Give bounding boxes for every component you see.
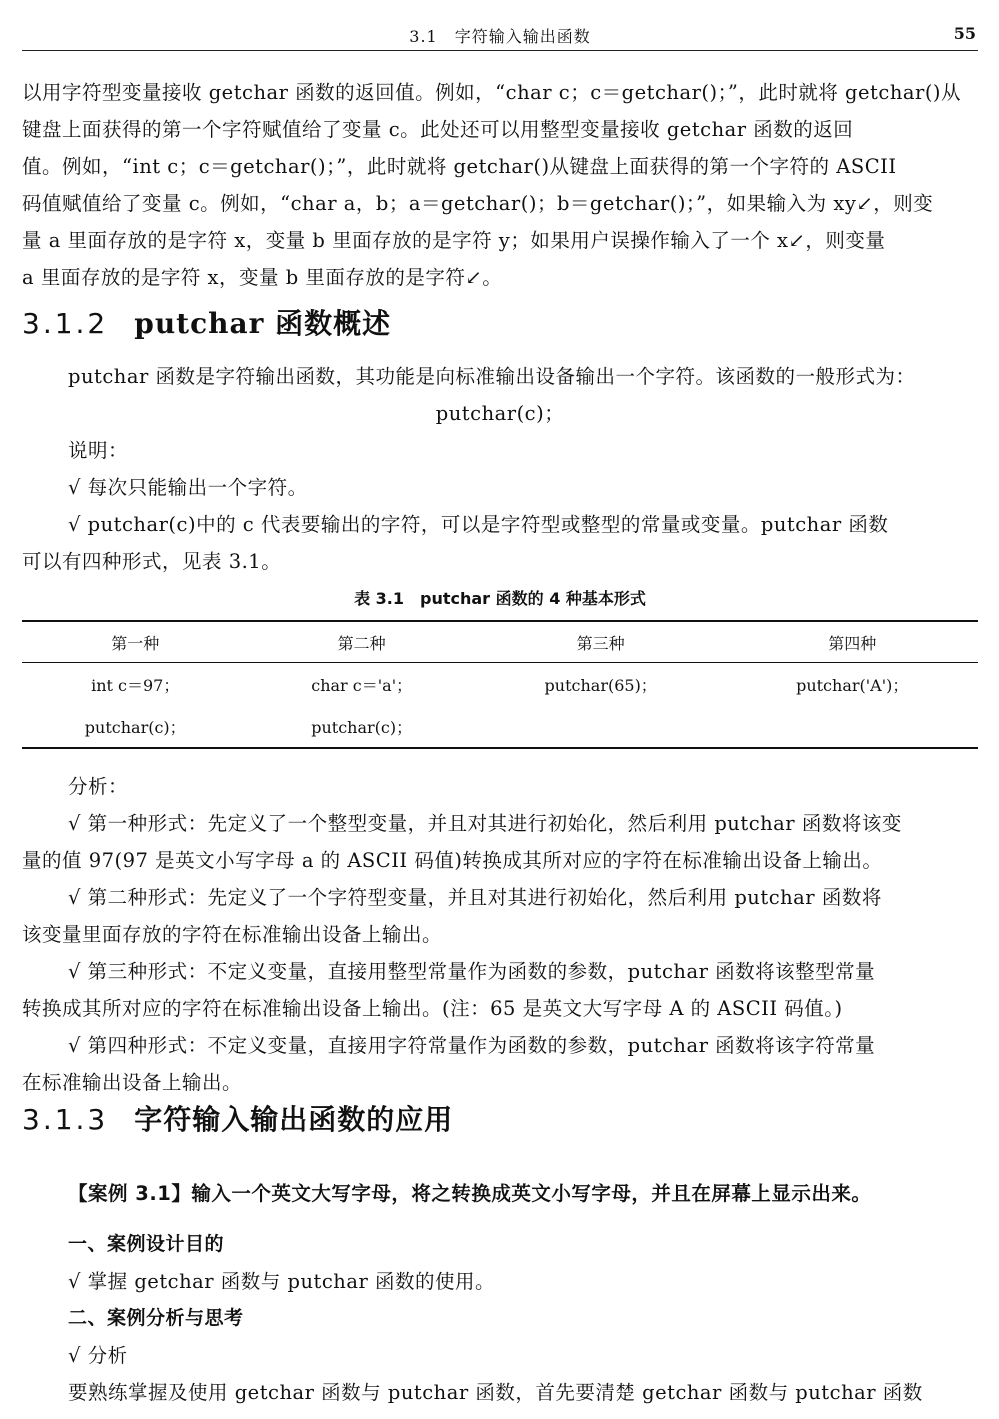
intro-line: 以用字符型变量接收 getchar 函数的返回值。例如，“char c；c＝getchar()；”，此时就将 getchar()从	[22, 81, 962, 104]
intro-line: 量 a 里面存放的是字符 x，变量 b 里面存放的是字符 y；如果用户误操作输入了一个 x↙，则变量	[22, 229, 886, 252]
analysis-item-continuation: 在标准输出设备上输出。	[22, 1071, 243, 1094]
note-bullet: √ putchar(c)中的 c 代表要输出的字符，可以是字符型或整型的常量或变量。putchar 函数	[68, 513, 889, 536]
section-number: 3.1.3	[22, 1103, 109, 1136]
table-cell	[475, 705, 727, 748]
running-header	[22, 22, 978, 51]
case-analysis-heading: 二、案例分析与思考	[68, 1307, 244, 1329]
intro-line: 值。例如，“int c；c＝getchar()；”，此时就将 getchar()从键盘上面获得的第一个字符的 ASCII	[22, 155, 897, 178]
analysis-item-continuation: 该变量里面存放的字符在标准输出设备上输出。	[22, 923, 443, 946]
case-analysis-item: √ 分析	[68, 1344, 128, 1367]
section-title: 字符输入输出函数的应用	[134, 1103, 454, 1136]
table-row	[22, 705, 978, 748]
table-cell: char c＝'a'；	[311, 675, 413, 695]
case-purpose-item: √ 掌握 getchar 函数与 putchar 函数的使用。	[68, 1270, 496, 1293]
section-title: putchar 函数概述	[134, 307, 392, 340]
note-bullet: √ 每次只能输出一个字符。	[68, 476, 308, 499]
analysis-section	[22, 768, 978, 1101]
note-label: 说明：	[68, 439, 129, 462]
analysis-item: √ 第四种形式：不定义变量，直接用字符常量作为函数的参数，putchar 函数将该字符常量	[68, 1034, 876, 1057]
table-cell: int c＝97；	[91, 675, 180, 695]
case-analysis-text: 要熟练掌握及使用 getchar 函数与 putchar 函数，首先要清楚 getchar 函数与 putchar 函数	[68, 1381, 923, 1404]
intro-line: a 里面存放的是字符 x，变量 b 里面存放的是字符↙。	[22, 266, 503, 289]
analysis-item: √ 第三种形式：不定义变量，直接用整型常量作为函数的参数，putchar 函数将该整型常量	[68, 960, 876, 983]
section-heading-3-1-3	[22, 1098, 453, 1138]
table-cell: putchar(c)；	[248, 705, 474, 748]
table-cell: putchar('A')；	[796, 675, 909, 695]
putchar-syntax: putchar(c)；	[435, 402, 565, 425]
analysis-label: 分析：	[68, 775, 129, 798]
putchar-intro: putchar 函数是字符输出函数，其功能是向标准输出设备输出一个字符。该函数的一般形式为：	[68, 365, 916, 388]
analysis-item-continuation: 量的值 97(97 是英文小写字母 a 的 ASCII 码值)转换成其所对应的字符在标准输出设备上输出。	[22, 849, 883, 872]
analysis-item-continuation: 转换成其所对应的字符在标准输出设备上输出。(注：65 是英文大写字母 A 的 ASCII 码值。)	[22, 997, 843, 1020]
note-bullet-continuation: 可以有四种形式，见表 3.1。	[22, 550, 282, 573]
intro-line: 键盘上面获得的第一个字符赋值给了变量 c。此处还可以用整型变量接收 getchar 函数的返回	[22, 118, 854, 141]
page-number: 55	[953, 24, 976, 43]
putchar-overview	[22, 358, 978, 580]
table-header-cell: 第四种	[726, 621, 978, 663]
table-row	[22, 663, 978, 706]
case-section	[22, 1172, 978, 1411]
table-cell: putchar(65)；	[544, 675, 657, 695]
section-number: 3.1.2	[22, 307, 109, 340]
table-header-cell: 第二种	[248, 621, 474, 663]
running-header-title: 3.1 字符输入输出函数	[409, 27, 591, 46]
table-caption: 表 3.1 putchar 函数的 4 种基本形式	[354, 589, 646, 608]
table-header-cell: 第一种	[22, 621, 248, 663]
case-title: 【案例 3.1】输入一个英文大写字母，将之转换成英文小写字母，并且在屏幕上显示出来。	[68, 1182, 872, 1205]
section-heading-3-1-2	[22, 302, 391, 342]
putchar-forms-table	[22, 620, 978, 749]
intro-paragraph	[22, 74, 978, 296]
table-cell: putchar(c)；	[22, 705, 248, 748]
analysis-item: √ 第二种形式：先定义了一个字符型变量，并且对其进行初始化，然后利用 putchar 函数将	[68, 886, 882, 909]
table-header-row	[22, 621, 978, 663]
case-purpose-heading: 一、案例设计目的	[68, 1233, 225, 1255]
analysis-item: √ 第一种形式：先定义了一个整型变量，并且对其进行初始化，然后利用 putchar 函数将该变	[68, 812, 902, 835]
table-header-cell: 第三种	[475, 621, 727, 663]
intro-line: 码值赋值给了变量 c。例如，“char a，b；a＝getchar()；b＝getchar()；”，如果输入为 xy↙，则变	[22, 192, 934, 215]
table-cell	[726, 705, 978, 748]
